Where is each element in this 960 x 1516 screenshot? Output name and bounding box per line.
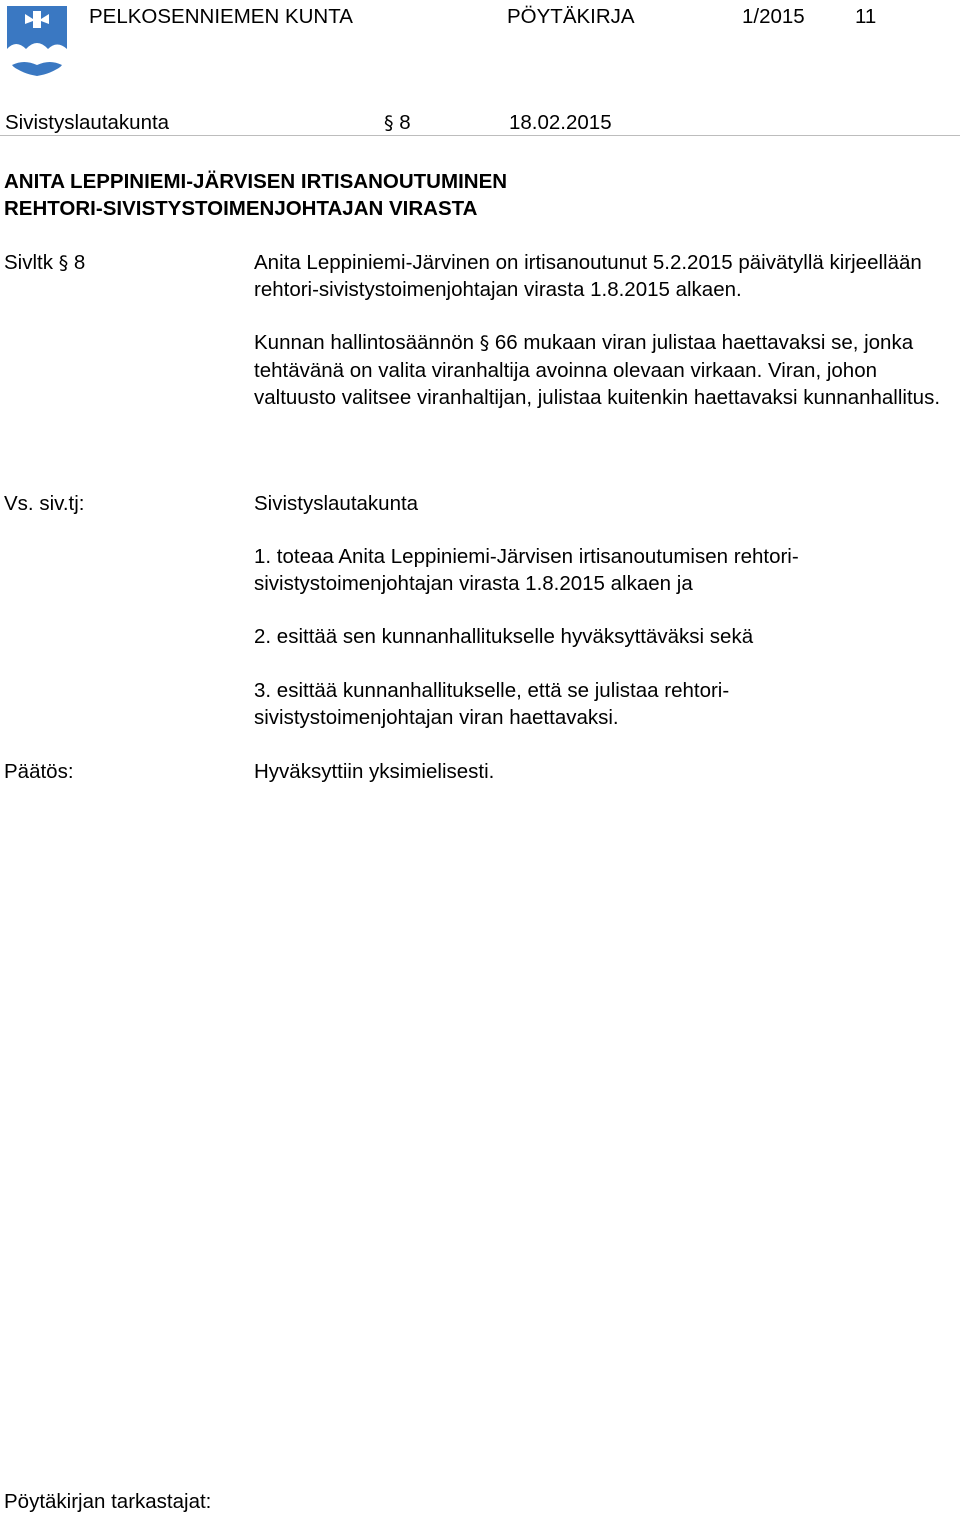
meeting-date: 18.02.2015 xyxy=(509,111,612,134)
reviewers-label: Pöytäkirjan tarkastajat: xyxy=(4,1490,212,1513)
case-label xyxy=(4,249,85,277)
municipality-coat-of-arms-logo xyxy=(6,5,68,77)
decision-text: Hyväksyttiin yksimielisesti. xyxy=(254,760,495,783)
decision-label: Päätös: xyxy=(4,760,74,783)
document-issue: 1/2015 xyxy=(742,5,805,28)
case-title-line1: ANITA LEPPINIEMI-JÄRVISEN IRTISANOUTUMINEN xyxy=(4,170,508,193)
case-paragraph-2-symbol: § xyxy=(479,332,490,354)
case-label-number: 8 xyxy=(73,251,86,274)
case-paragraph-2-a: Kunnan hallintosäännön xyxy=(254,331,474,354)
page-number: 11 xyxy=(855,5,877,28)
section-number xyxy=(384,111,411,135)
proposal-label: Vs. siv.tj: xyxy=(4,492,85,515)
board-name: Sivistyslautakunta xyxy=(5,111,170,134)
case-label-symbol: § xyxy=(58,252,69,274)
proposal-item-2: 2. esittää sen kunnanhallitukselle hyväksyttäväksi sekä xyxy=(254,625,754,648)
case-paragraph-1: Anita Leppiniemi-Järvinen on irtisanoutunut 5.2.2015 päivätyllä kirjeellään rehtori-sivistystoimenjohtajan virasta 1.8.2015 alkaen. xyxy=(254,251,922,301)
document-type: PÖYTÄKIRJA xyxy=(507,5,635,28)
proposal-item-1: 1. toteaa Anita Leppiniemi-Järvisen irtisanoutumisen rehtori-sivistystoimenjohtajan virasta 1.8.2015 alkaen ja xyxy=(254,545,799,595)
section-symbol: § xyxy=(384,112,394,134)
case-paragraph-2 xyxy=(254,329,944,411)
proposal-intro: Sivistyslautakunta xyxy=(254,492,419,515)
section-number-value: 8 xyxy=(399,111,411,134)
proposal-item-3: 3. esittää kunnanhallitukselle, että se julistaa rehtori-sivistystoimenjohtajan viran haettavaksi. xyxy=(254,679,730,729)
case-paragraph-2-b: 66 mukaan viran julistaa haettavaksi se, jonka tehtävänä on valita viranhaltija avoinna olevaan virkaan. Viran, johon valtuusto valitsee viranhaltijan, julistaa kuitenkin haettavaksi kunnanhallitus. xyxy=(254,331,941,409)
case-title-line2: REHTORI-SIVISTYSTOIMENJOHTAJAN VIRASTA xyxy=(4,197,478,220)
case-label-prefix: Sivltk xyxy=(4,251,53,274)
municipality-name: PELKOSENNIEMEN KUNTA xyxy=(89,5,353,28)
header-divider xyxy=(0,135,960,136)
